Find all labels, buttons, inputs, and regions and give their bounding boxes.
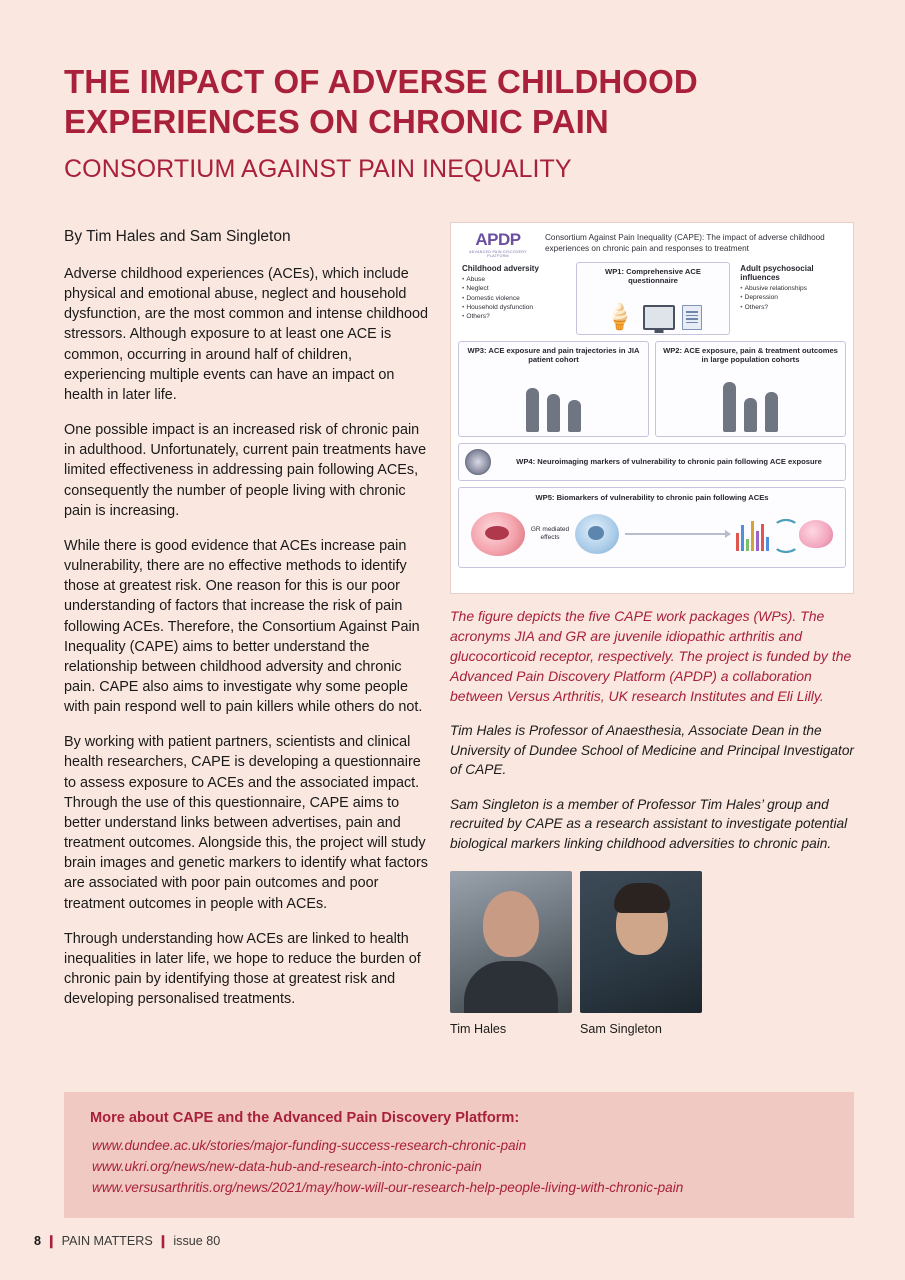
- byline: By Tim Hales and Sam Singleton: [64, 228, 291, 245]
- bio-sam-singleton: Sam Singleton is a member of Professor Tim Hales’ group and recruited by CAPE as a research assistant to investigate potential biological markers linking childhood adversities to chronic pain.: [450, 796, 848, 851]
- blood-cells-icon: [471, 512, 525, 556]
- bio-tim-hales: Tim Hales is Professor of Anaesthesia, Associate Dean in the University of Dundee School of Medicine and Principal Investigator of CAPE.: [450, 723, 854, 778]
- figure-caption: The figure depicts the five CAPE work packages (WPs). The acronyms JIA and GR are juvenile idiopathic arthritis and glucocorticoid receptor, respectively. The project is funded by the Advanced Pain Discovery Platform (APDP) a collaboration between Versus Arthritis, UK research Institutes and Eli Lilly.: [450, 608, 852, 704]
- wp4-box: [458, 443, 846, 481]
- ice-cream-icon: 🍦: [604, 302, 636, 331]
- right-column: [450, 222, 854, 1036]
- separator-icon: ❙: [157, 1234, 169, 1248]
- bar-chart-icon: [736, 517, 769, 551]
- person-silhouette-icon: [526, 388, 539, 432]
- wp2-title: WP2: ACE exposure, pain & treatment outcomes in large population cohorts: [663, 345, 838, 365]
- cell-nucleus-icon: [575, 514, 619, 554]
- wp1-artwork: [582, 290, 725, 330]
- separator-icon: ❙: [46, 1234, 57, 1248]
- brain-icon: [799, 520, 833, 548]
- wp2-artwork: [661, 368, 840, 432]
- publication-name: PAIN MATTERS: [61, 1233, 153, 1248]
- wp5-title: WP5: Biomarkers of vulnerability to chronic pain following ACEs: [535, 492, 769, 502]
- list-item: • Neglect: [462, 284, 566, 293]
- body-paragraph: Through understanding how ACEs are linked to health inequalities in later life, we hope to reduce the burden of chronic pain by identifying those at greatest risk and developing personalised treatments.: [64, 930, 421, 1008]
- list-item: • Others?: [462, 312, 566, 321]
- person-silhouette-icon: [765, 392, 778, 432]
- page-footer: [34, 1233, 220, 1248]
- adult-influences-block: [736, 262, 846, 335]
- person-silhouette-icon: [547, 394, 560, 432]
- figure-row-middle: [458, 341, 846, 437]
- figure-body: [451, 262, 853, 575]
- apdp-logo: [459, 231, 537, 258]
- wp2-box: [655, 341, 846, 437]
- childhood-adversity-list: [462, 275, 566, 322]
- page-number: 8: [34, 1233, 42, 1248]
- dna-helix-icon: [769, 519, 799, 549]
- cape-diagram-figure: [450, 222, 854, 594]
- body-paragraph: One possible impact is an increased risk of chronic pain in adulthood. Unfortunately, current pain treatments have limited effectiveness in addressing pain following ACEs, consequently the number of people living with chronic pain is increasing.: [64, 422, 427, 519]
- more-link[interactable]: www.versusarthritis.org/news/2021/may/how-will-our-research-help-people-living-with-chronic-pain: [92, 1180, 684, 1196]
- author-photo-block: [450, 871, 572, 1036]
- apdp-logo-word: APDP: [475, 230, 521, 249]
- computer-monitor-icon: [643, 305, 675, 330]
- page-subtitle: CONSORTIUM AGAINST PAIN INEQUALITY: [64, 154, 572, 183]
- more-about-box: [64, 1092, 854, 1218]
- photo-caption: Tim Hales: [450, 1022, 507, 1037]
- wp5-artwork: [465, 506, 839, 562]
- author-photos: [450, 871, 854, 1036]
- gr-mediated-effects-label: GR mediated effects: [530, 526, 570, 542]
- more-link[interactable]: www.dundee.ac.uk/stories/major-funding-success-research-chronic-pain: [92, 1138, 527, 1153]
- figure-row-top: [458, 262, 846, 335]
- childhood-adversity-title: Childhood adversity: [462, 264, 539, 273]
- adult-influences-title: Adult psychosocial influences: [740, 264, 814, 282]
- person-silhouette-icon: [723, 382, 736, 432]
- title-block: [64, 62, 854, 184]
- figure-header: [451, 223, 853, 262]
- questionnaire-document-icon: [682, 305, 702, 330]
- childhood-adversity-block: [458, 262, 570, 335]
- article-body-column: [64, 264, 430, 1024]
- adult-influences-list: [740, 284, 842, 312]
- body-paragraph: While there is good evidence that ACEs increase pain vulnerability, there are no effective methods to identify those at greatest risk. One reason for this is our poor understanding of factors that increase the risk of pain following ACEs. Therefore, the Consortium Against Pain Inequality (CAPE) aims to better understand the relationship between childhood adversity and chronic pain. CAPE also aims to investigate why some people with pain respond well to pain killers while others do not.: [64, 537, 423, 716]
- list-item: • Depression: [740, 293, 842, 302]
- photo-tim-hales: [450, 871, 572, 1013]
- body-paragraph: Adverse childhood experiences (ACEs), which include physical and emotional abuse, neglect and household dysfunction, are the most common and intense childhood stressors. Although exposure to at least one ACE is common, occurring in around half of children, experiencing multiple events can have an impact on health in later life.: [64, 266, 428, 403]
- body-paragraph: By working with patient partners, scientists and clinical health researchers, CAPE is developing a questionnaire to assess exposure to ACEs and the associated impact. Through the use of this questionnaire, CAPE aims to better understand links between advertises, pain and treatment outcomes. Alongside this, the project will study brain images and genetic markers to identify what factors are associated with poor pain outcomes and poor treatment outcomes in people with ACEs.: [64, 734, 428, 912]
- author-photo-block: [580, 871, 702, 1036]
- arrow-right-icon: [625, 533, 730, 535]
- more-link[interactable]: www.ukri.org/news/new-data-hub-and-research-into-chronic-pain: [92, 1159, 482, 1175]
- person-silhouette-icon: [744, 398, 757, 432]
- issue-number: issue 80: [173, 1233, 221, 1248]
- person-silhouette-icon: [568, 400, 581, 432]
- wp3-artwork: [464, 368, 643, 432]
- photo-caption: Sam Singleton: [580, 1022, 662, 1037]
- list-item: • Others?: [740, 303, 842, 312]
- wp3-box: [458, 341, 649, 437]
- brain-scan-icon: [465, 449, 491, 475]
- wp5-box: [458, 487, 846, 568]
- list-item: • Abuse: [462, 275, 566, 284]
- photo-sam-singleton: [580, 871, 702, 1013]
- wp1-title: WP1: Comprehensive ACE questionnaire: [605, 267, 701, 286]
- wp1-box: [576, 262, 731, 335]
- figure-header-text: Consortium Against Pain Inequality (CAPE): The impact of adverse childhood experiences on chronic pain and responses to treatment: [545, 233, 825, 253]
- wp4-title: WP4: Neuroimaging markers of vulnerability to chronic pain following ACE exposure: [516, 457, 822, 467]
- list-item: • Abusive relationships: [740, 284, 842, 293]
- wp3-title: WP3: ACE exposure and pain trajectories in JIA patient cohort: [467, 345, 640, 365]
- list-item: • Domestic violence: [462, 294, 566, 303]
- list-item: • Household dysfunction: [462, 303, 566, 312]
- apdp-logo-subtext: ADVANCED PAIN DISCOVERY PLATFORM: [469, 250, 527, 258]
- page-title: THE IMPACT OF ADVERSE CHILDHOOD EXPERIENCES ON CHRONIC PAIN: [64, 63, 698, 141]
- more-about-title: More about CAPE and the Advanced Pain Discovery Platform:: [90, 1110, 520, 1126]
